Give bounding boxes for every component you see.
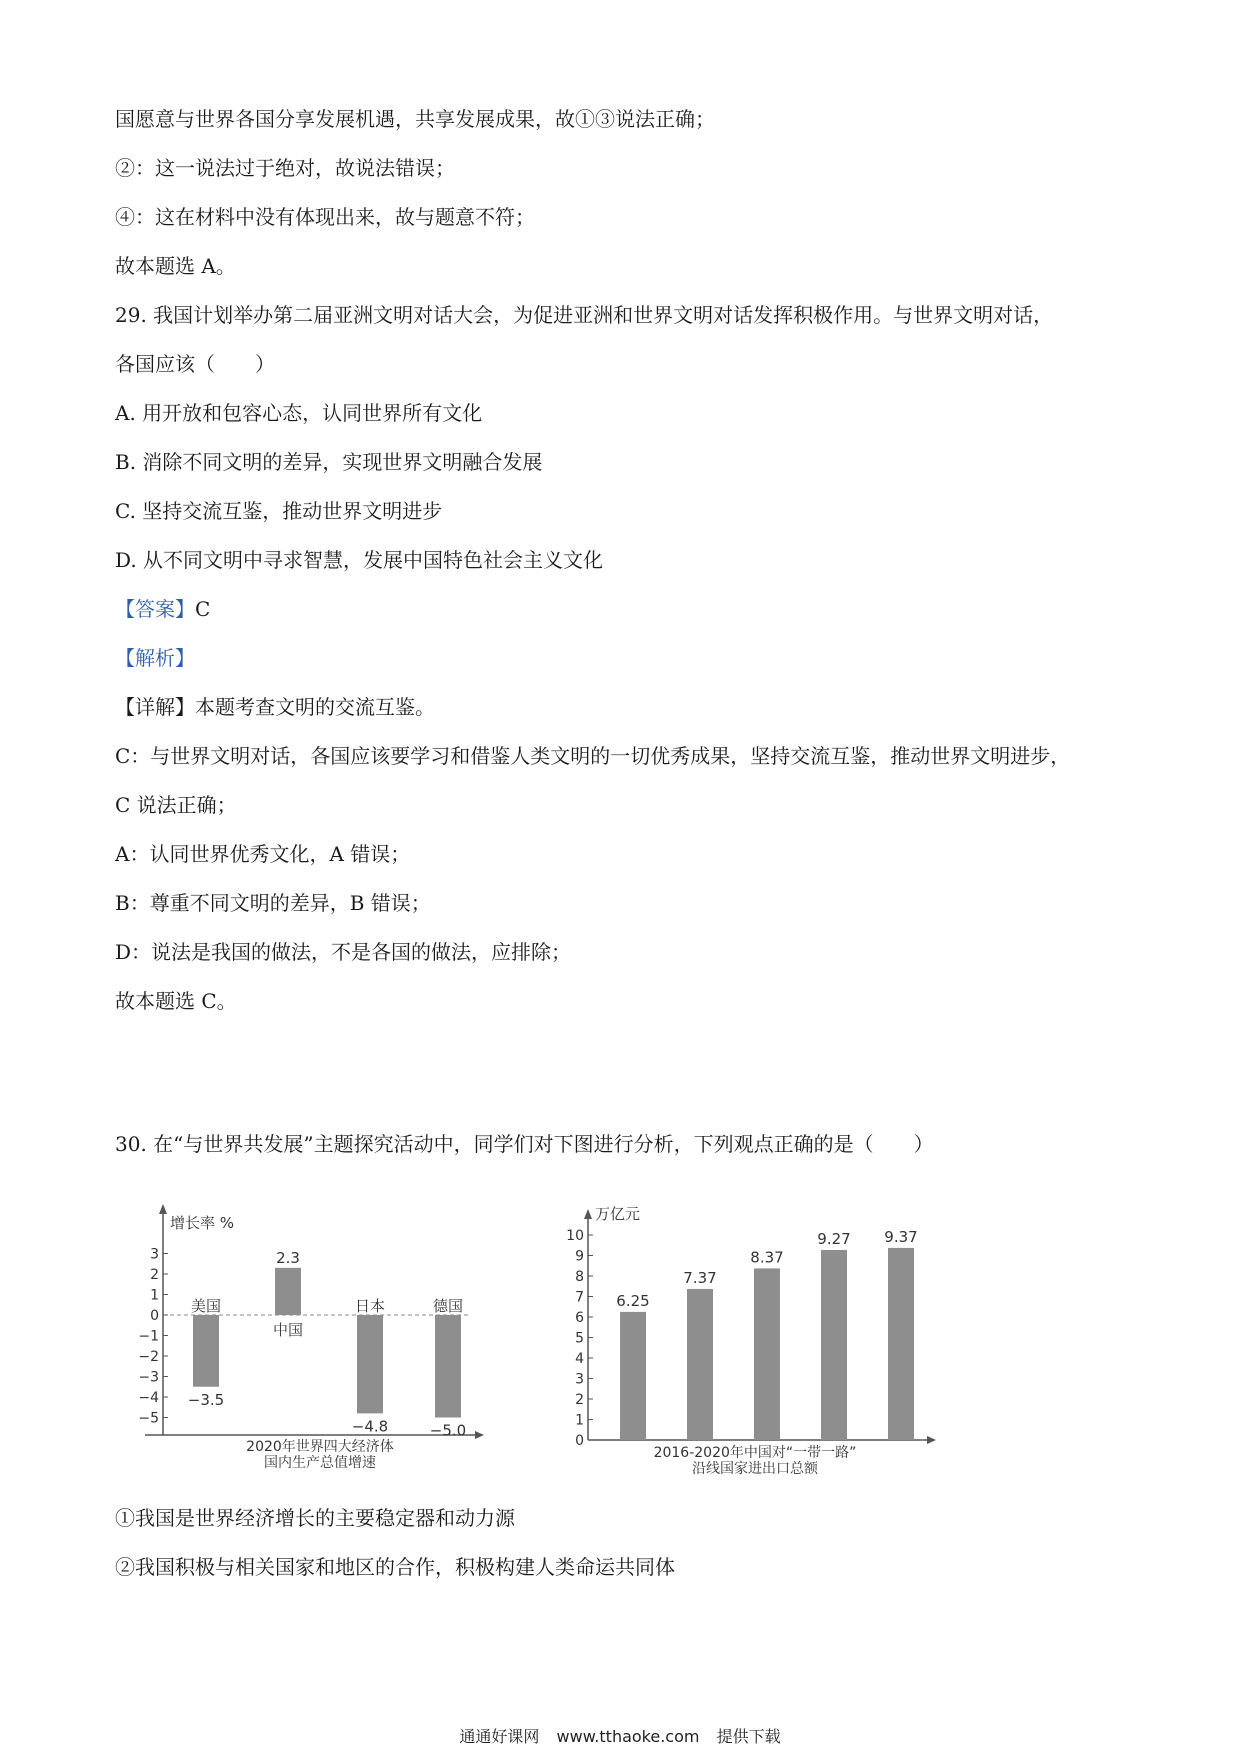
y-axis-arrow (584, 1209, 592, 1219)
q29-explain-b: B：尊重不同文明的差异，B 错误； (115, 891, 431, 915)
y-tick-label: 2 (575, 1392, 584, 1408)
q29-explain-c-2: C 说法正确； (115, 793, 237, 817)
q29-conclusion: 故本题选 C。 (115, 989, 237, 1013)
bar (620, 1312, 646, 1440)
y-tick-label: 0 (575, 1433, 584, 1449)
text-line-3: ④：这在材料中没有体现出来，故与题意不符； (115, 205, 535, 229)
chart-title-line-2: 沿线国家进出口总额 (692, 1461, 818, 1477)
value-label: −4.8 (351, 1417, 389, 1436)
q30-statement-1: ①我国是世界经济增长的主要稳定器和动力源 (115, 1506, 515, 1530)
q29-detail: 【详解】本题考查文明的交流互鉴。 (115, 695, 435, 719)
y-tick-label: 3 (150, 1246, 159, 1263)
q29-explain-a: A：认同世界优秀文化，A 错误； (115, 842, 411, 866)
value-label: 9.27 (817, 1229, 851, 1248)
y-tick-label: −1 (138, 1328, 159, 1345)
page-footer (0, 1724, 1240, 1747)
q30-statement-2: ②我国积极与相关国家和地区的合作，积极构建人类命运共同体 (115, 1555, 675, 1579)
q30-stem: 30. 在“与世界共发展”主题探究活动中，同学们对下图进行分析，下列观点正确的是（ ） (115, 1132, 934, 1156)
y-tick-label: 2 (150, 1267, 159, 1283)
value-label: −3.5 (187, 1390, 225, 1409)
q29-option-b: B. 消除不同文明的差异，实现世界文明融合发展 (115, 450, 543, 474)
value-label: 6.25 (616, 1291, 650, 1310)
answer-value: C (195, 597, 211, 621)
q29-explain-d: D：说法是我国的做法，不是各国的做法，应排除； (115, 940, 572, 964)
y-axis-label: 万亿元 (595, 1205, 641, 1223)
value-label: 8.37 (750, 1248, 784, 1267)
bar (435, 1315, 461, 1418)
x-axis-arrow (475, 1431, 484, 1439)
q29-stem-line-1: 29. 我国计划举办第二届亚洲文明对话大会，为促进亚洲和世界文明对话发挥积极作用。与世界文明对话， (115, 303, 1054, 327)
bar (821, 1250, 847, 1440)
y-tick-label: 0 (150, 1308, 159, 1324)
y-tick-label: −4 (138, 1390, 159, 1406)
q29-stem-line-2: 各国应该（ ） (115, 352, 275, 376)
category-label: 中国 (272, 1321, 304, 1339)
chart-title-line-1: 2016-2020年中国对“一带一路” (653, 1445, 857, 1461)
chart-title-line-1: 2020年世界四大经济体 (246, 1439, 394, 1455)
y-tick-label: −3 (138, 1369, 159, 1386)
bar (357, 1315, 383, 1413)
text-line-1: 国愿意与世界各国分享发展机遇，共享发展成果，故①③说法正确； (115, 107, 715, 131)
category-label: 日本 (354, 1297, 386, 1315)
x-axis-arrow (927, 1436, 936, 1444)
q29-option-a: A. 用开放和包容心态，认同世界所有文化 (115, 401, 483, 425)
chart-title-line-2: 国内生产总值增速 (264, 1455, 376, 1470)
footer-site: 通通好课网 (459, 1727, 540, 1746)
text-line-4: 故本题选 A。 (115, 254, 236, 278)
q29-explain-c-1: C：与世界文明对话，各国应该要学习和借鉴人类文明的一切优秀成果，坚持交流互鉴，推动世界文明进步， (115, 744, 1071, 768)
category-label: 美国 (190, 1297, 222, 1315)
q29-option-d: D. 从不同文明中寻求智慧，发展中国特色社会主义文化 (115, 548, 604, 572)
bar (888, 1248, 914, 1440)
y-tick-label: 5 (575, 1330, 584, 1347)
y-tick-label: 7 (575, 1289, 584, 1306)
gdp-growth-chart (130, 1200, 490, 1470)
q29-analysis-tag: 【解析】 (115, 646, 195, 670)
category-label: 德国 (432, 1297, 464, 1315)
value-label: 2.3 (276, 1248, 300, 1267)
answer-tag: 【答案】 (115, 597, 195, 621)
q29-option-c: C. 坚持交流互鉴，推动世界文明进步 (115, 499, 443, 523)
y-tick-label: 9 (575, 1248, 584, 1265)
bar (687, 1289, 713, 1440)
y-tick-label: 6 (575, 1310, 584, 1326)
text-line-2: ②：这一说法过于绝对，故说法错误； (115, 156, 455, 180)
y-tick-label: −2 (138, 1349, 159, 1365)
y-tick-label: −5 (138, 1410, 159, 1427)
q29-answer (115, 596, 210, 622)
footer-url: www.tthaoke.com (556, 1727, 700, 1746)
y-tick-label: 1 (150, 1287, 159, 1304)
y-tick-label: 10 (566, 1228, 584, 1244)
footer-note: 提供下载 (716, 1727, 781, 1746)
belt-road-trade-chart (555, 1195, 945, 1480)
bar (754, 1268, 780, 1440)
value-label: 9.37 (884, 1227, 918, 1246)
y-tick-label: 3 (575, 1371, 584, 1388)
y-axis-arrow (159, 1204, 167, 1214)
bar (275, 1268, 301, 1315)
y-tick-label: 1 (575, 1412, 584, 1429)
y-tick-label: 8 (575, 1269, 584, 1285)
value-label: 7.37 (683, 1268, 717, 1287)
bar (193, 1315, 219, 1387)
y-tick-label: 4 (575, 1351, 584, 1367)
value-label: −5.0 (429, 1421, 467, 1440)
y-axis-label: 增长率 % (170, 1214, 235, 1232)
